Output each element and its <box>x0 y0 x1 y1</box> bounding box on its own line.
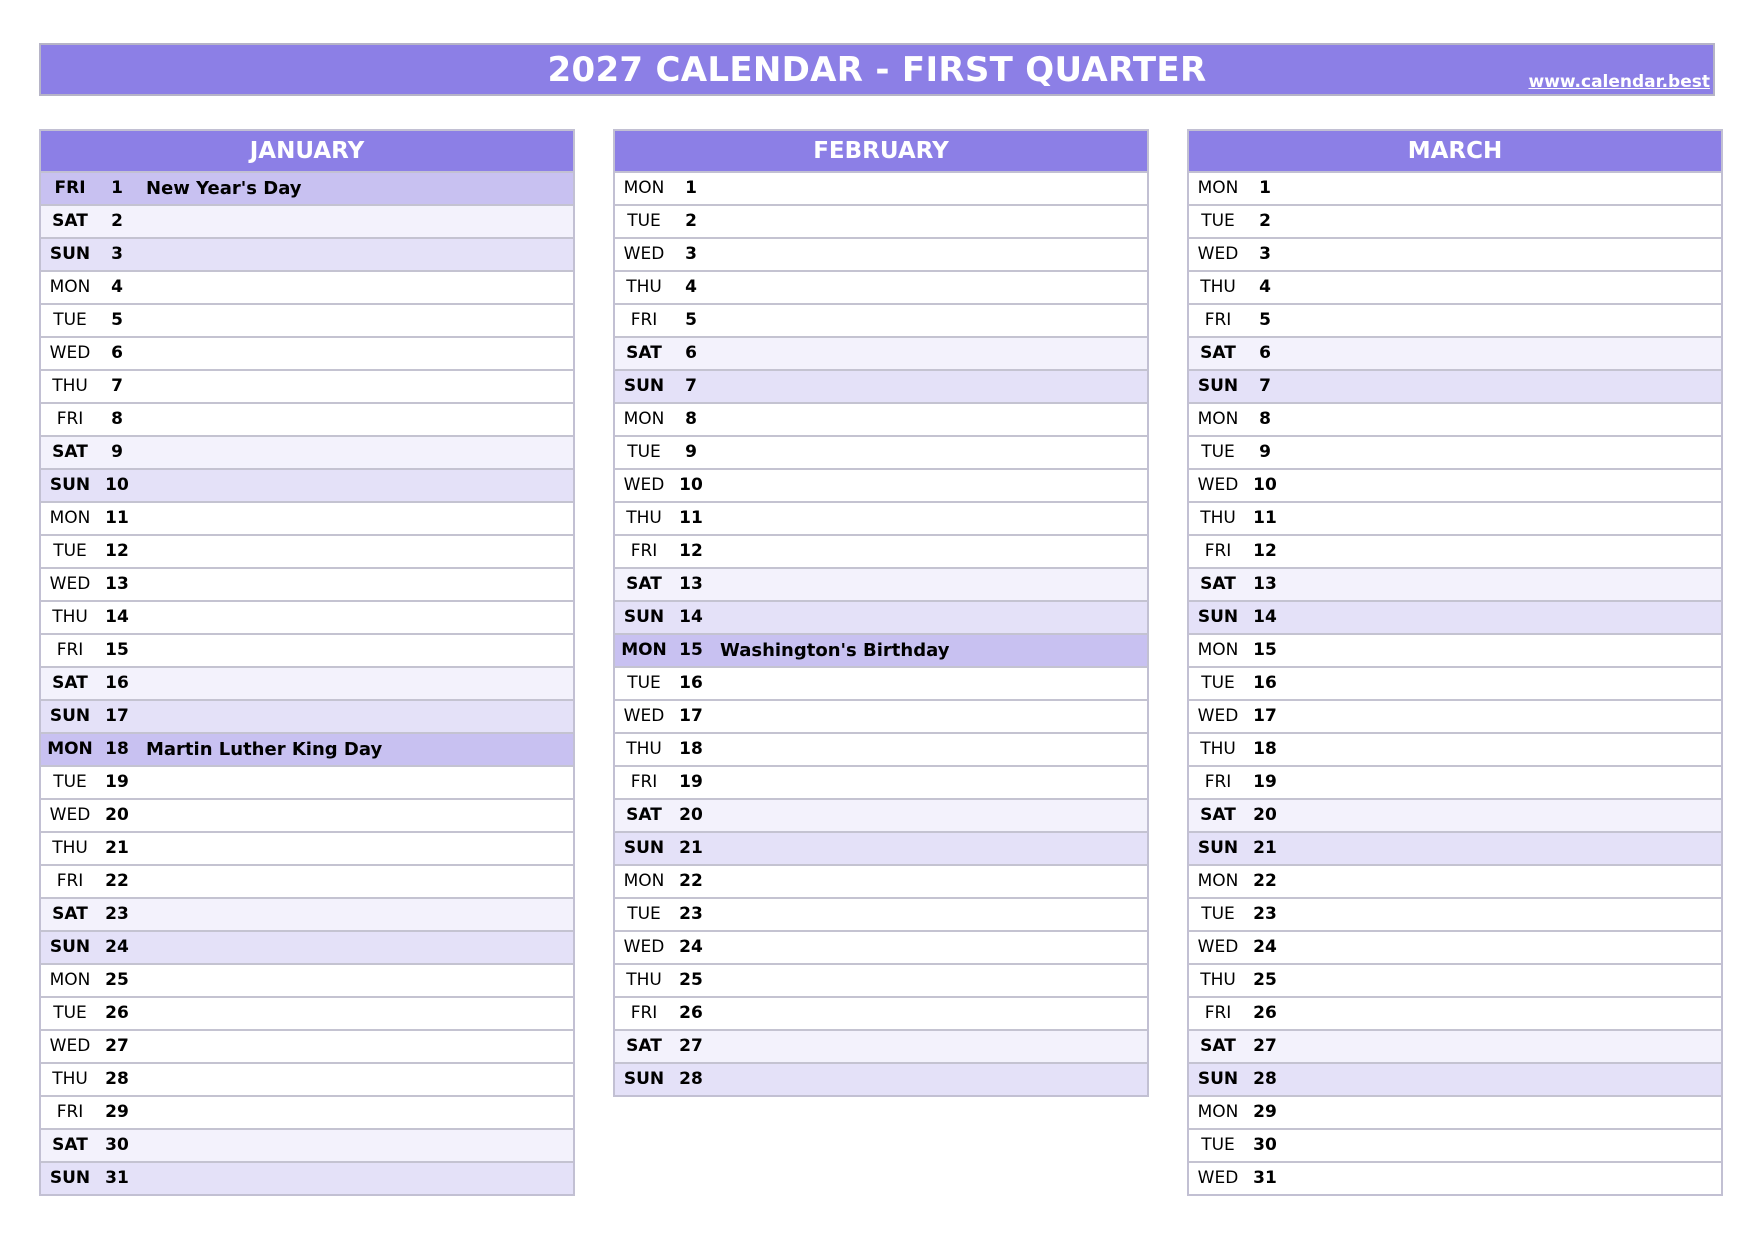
weekday-label: WED <box>1197 706 1239 726</box>
day-row <box>1189 1064 1721 1097</box>
day-number: 2 <box>1259 211 1271 231</box>
day-number: 22 <box>1253 871 1277 891</box>
weekday-label: SUN <box>623 607 665 627</box>
day-number: 12 <box>105 541 129 561</box>
day-row <box>1189 833 1721 866</box>
weekday-label: WED <box>623 937 665 957</box>
day-number: 21 <box>1253 838 1277 858</box>
weekday-label: SUN <box>1197 1069 1239 1089</box>
day-row <box>41 932 573 965</box>
month-march <box>1187 129 1723 1196</box>
day-number: 6 <box>1259 343 1271 363</box>
weekday-label: SUN <box>1197 607 1239 627</box>
weekday-label: FRI <box>54 178 86 198</box>
weekday-label: FRI <box>1204 772 1232 792</box>
day-number: 9 <box>685 442 697 462</box>
day-row <box>41 701 573 734</box>
day-number: 18 <box>1253 739 1277 759</box>
day-number: 8 <box>111 409 123 429</box>
day-row <box>1189 173 1721 206</box>
day-number: 15 <box>679 640 703 660</box>
day-row <box>1189 536 1721 569</box>
day-number: 29 <box>1253 1102 1277 1122</box>
weekday-label: MON <box>1197 871 1239 891</box>
day-number: 6 <box>685 343 697 363</box>
day-number: 13 <box>105 574 129 594</box>
weekday-label: TUE <box>1201 211 1235 231</box>
day-number: 13 <box>679 574 703 594</box>
day-row <box>1189 470 1721 503</box>
day-row <box>615 272 1147 305</box>
weekday-label: WED <box>623 475 665 495</box>
day-row <box>615 602 1147 635</box>
weekday-label: MON <box>1197 178 1239 198</box>
day-number: 26 <box>1253 1003 1277 1023</box>
day-number: 24 <box>1253 937 1277 957</box>
day-number: 28 <box>1253 1069 1277 1089</box>
day-row <box>1189 668 1721 701</box>
weekday-label: SAT <box>626 343 662 363</box>
month-january <box>39 129 575 1196</box>
weekday-label: TUE <box>627 211 661 231</box>
site-link[interactable]: www.calendar.best <box>1528 72 1710 92</box>
weekday-label: MON <box>1197 409 1239 429</box>
day-number: 16 <box>679 673 703 693</box>
day-row <box>615 536 1147 569</box>
day-row <box>615 833 1147 866</box>
day-number: 5 <box>111 310 123 330</box>
weekday-label: TUE <box>627 904 661 924</box>
weekday-label: FRI <box>1204 1003 1232 1023</box>
weekday-label: SUN <box>49 244 91 264</box>
day-number: 28 <box>105 1069 129 1089</box>
day-row <box>1189 998 1721 1031</box>
day-list <box>1189 173 1721 1194</box>
day-row <box>41 1130 573 1163</box>
weekday-label: MON <box>1197 640 1239 660</box>
weekday-label: SAT <box>52 442 88 462</box>
day-row <box>1189 206 1721 239</box>
weekday-label: SAT <box>52 673 88 693</box>
weekday-label: TUE <box>53 310 87 330</box>
day-number: 5 <box>685 310 697 330</box>
month-title: FEBRUARY <box>615 131 1147 173</box>
weekday-label: FRI <box>56 1102 84 1122</box>
day-number: 12 <box>1253 541 1277 561</box>
weekday-label: SUN <box>623 376 665 396</box>
day-number: 22 <box>679 871 703 891</box>
day-number: 21 <box>105 838 129 858</box>
day-number: 19 <box>679 772 703 792</box>
day-number: 15 <box>1253 640 1277 660</box>
weekday-label: SAT <box>626 574 662 594</box>
day-number: 11 <box>1253 508 1277 528</box>
weekday-label: SUN <box>623 838 665 858</box>
day-row <box>615 701 1147 734</box>
day-row <box>615 437 1147 470</box>
day-number: 4 <box>111 277 123 297</box>
day-row <box>1189 1031 1721 1064</box>
weekday-label: FRI <box>1204 310 1232 330</box>
day-row <box>41 404 573 437</box>
weekday-label: TUE <box>627 673 661 693</box>
weekday-label: THU <box>626 277 662 297</box>
day-row <box>41 668 573 701</box>
day-row <box>615 866 1147 899</box>
weekday-label: SAT <box>1200 343 1236 363</box>
day-number: 12 <box>679 541 703 561</box>
day-row <box>615 932 1147 965</box>
day-row <box>41 635 573 668</box>
weekday-label: TUE <box>53 772 87 792</box>
day-number: 27 <box>1253 1036 1277 1056</box>
day-number: 27 <box>105 1036 129 1056</box>
month-title: JANUARY <box>41 131 573 173</box>
day-row <box>41 503 573 536</box>
day-number: 9 <box>1259 442 1271 462</box>
day-row <box>1189 272 1721 305</box>
day-row <box>41 437 573 470</box>
weekday-label: THU <box>1200 739 1236 759</box>
weekday-label: WED <box>1197 937 1239 957</box>
day-row <box>41 1031 573 1064</box>
weekday-label: TUE <box>53 541 87 561</box>
month-february <box>613 129 1149 1097</box>
weekday-label: MON <box>623 178 665 198</box>
month-title: MARCH <box>1189 131 1721 173</box>
day-row <box>1189 1097 1721 1130</box>
day-number: 19 <box>105 772 129 792</box>
day-row <box>1189 866 1721 899</box>
weekday-label: MON <box>623 409 665 429</box>
weekday-label: SAT <box>1200 805 1236 825</box>
weekday-label: SUN <box>49 475 91 495</box>
day-row <box>41 965 573 998</box>
weekday-label: FRI <box>630 772 658 792</box>
day-number: 10 <box>105 475 129 495</box>
day-number: 26 <box>679 1003 703 1023</box>
calendar-title-bar <box>39 43 1715 96</box>
day-row <box>1189 965 1721 998</box>
day-row <box>41 305 573 338</box>
day-row <box>615 503 1147 536</box>
weekday-label: SAT <box>52 211 88 231</box>
day-row <box>1189 1130 1721 1163</box>
weekday-label: SUN <box>49 937 91 957</box>
day-number: 18 <box>105 739 129 759</box>
day-number: 2 <box>111 211 123 231</box>
weekday-label: MON <box>49 970 91 990</box>
day-row <box>1189 767 1721 800</box>
day-number: 23 <box>1253 904 1277 924</box>
day-row <box>615 767 1147 800</box>
weekday-label: WED <box>623 244 665 264</box>
day-row <box>41 371 573 404</box>
day-row <box>41 602 573 635</box>
day-row <box>1189 635 1721 668</box>
holiday-row <box>41 173 573 206</box>
day-number: 23 <box>679 904 703 924</box>
day-row <box>615 800 1147 833</box>
day-row <box>615 1064 1147 1095</box>
day-row <box>615 1031 1147 1064</box>
day-number: 17 <box>105 706 129 726</box>
day-row <box>41 569 573 602</box>
day-number: 25 <box>105 970 129 990</box>
day-row <box>615 998 1147 1031</box>
day-number: 28 <box>679 1069 703 1089</box>
weekday-label: THU <box>52 838 88 858</box>
weekday-label: THU <box>626 970 662 990</box>
weekday-label: WED <box>623 706 665 726</box>
day-row <box>1189 1163 1721 1194</box>
day-row <box>41 536 573 569</box>
day-number: 2 <box>685 211 697 231</box>
day-row <box>615 404 1147 437</box>
day-row <box>1189 239 1721 272</box>
weekday-label: THU <box>1200 277 1236 297</box>
weekday-label: THU <box>626 739 662 759</box>
weekday-label: SAT <box>1200 1036 1236 1056</box>
day-row <box>615 206 1147 239</box>
weekday-label: FRI <box>56 871 84 891</box>
weekday-label: THU <box>52 607 88 627</box>
day-row <box>615 470 1147 503</box>
day-row <box>1189 404 1721 437</box>
day-row <box>41 998 573 1031</box>
day-row <box>41 767 573 800</box>
day-number: 13 <box>1253 574 1277 594</box>
day-number: 14 <box>105 607 129 627</box>
day-number: 1 <box>685 178 697 198</box>
day-row <box>41 272 573 305</box>
day-row <box>615 239 1147 272</box>
weekday-label: SAT <box>52 1135 88 1155</box>
weekday-label: FRI <box>56 409 84 429</box>
weekday-label: FRI <box>1204 541 1232 561</box>
day-number: 14 <box>679 607 703 627</box>
weekday-label: MON <box>49 277 91 297</box>
day-number: 30 <box>105 1135 129 1155</box>
day-number: 23 <box>105 904 129 924</box>
day-number: 17 <box>679 706 703 726</box>
weekday-label: WED <box>1197 1168 1239 1188</box>
day-row <box>615 569 1147 602</box>
day-row <box>41 470 573 503</box>
day-row <box>1189 503 1721 536</box>
day-number: 9 <box>111 442 123 462</box>
weekday-label: TUE <box>1201 442 1235 462</box>
holiday-row <box>615 635 1147 668</box>
holiday-name: New Year's Day <box>146 178 302 199</box>
weekday-label: THU <box>1200 508 1236 528</box>
day-row <box>1189 338 1721 371</box>
day-number: 26 <box>105 1003 129 1023</box>
page-title: 2027 CALENDAR - FIRST QUARTER <box>547 50 1207 90</box>
day-number: 24 <box>105 937 129 957</box>
day-number: 6 <box>111 343 123 363</box>
day-number: 29 <box>105 1102 129 1122</box>
weekday-label: SUN <box>1197 376 1239 396</box>
day-row <box>615 173 1147 206</box>
day-row <box>1189 437 1721 470</box>
day-row <box>41 239 573 272</box>
day-number: 10 <box>1253 475 1277 495</box>
day-row <box>41 206 573 239</box>
weekday-label: WED <box>49 574 91 594</box>
weekday-label: MON <box>1197 1102 1239 1122</box>
weekday-label: SUN <box>49 1168 91 1188</box>
day-row <box>41 338 573 371</box>
day-number: 3 <box>1259 244 1271 264</box>
day-number: 8 <box>685 409 697 429</box>
day-number: 11 <box>679 508 703 528</box>
day-row <box>41 1064 573 1097</box>
day-number: 25 <box>679 970 703 990</box>
day-number: 20 <box>105 805 129 825</box>
weekday-label: FRI <box>630 1003 658 1023</box>
weekday-label: WED <box>1197 475 1239 495</box>
day-row <box>615 305 1147 338</box>
weekday-label: FRI <box>630 310 658 330</box>
weekday-label: THU <box>52 376 88 396</box>
holiday-name: Martin Luther King Day <box>146 739 383 760</box>
day-number: 21 <box>679 838 703 858</box>
day-number: 30 <box>1253 1135 1277 1155</box>
day-number: 16 <box>105 673 129 693</box>
day-row <box>615 668 1147 701</box>
day-number: 4 <box>685 277 697 297</box>
day-list <box>41 173 573 1194</box>
day-row <box>1189 899 1721 932</box>
day-row <box>615 965 1147 998</box>
weekday-label: SUN <box>623 1069 665 1089</box>
weekday-label: WED <box>49 1036 91 1056</box>
day-row <box>615 371 1147 404</box>
day-number: 25 <box>1253 970 1277 990</box>
weekday-label: WED <box>49 343 91 363</box>
day-number: 7 <box>685 376 697 396</box>
day-number: 15 <box>105 640 129 660</box>
weekday-label: MON <box>623 871 665 891</box>
day-number: 27 <box>679 1036 703 1056</box>
day-number: 7 <box>111 376 123 396</box>
day-row <box>1189 569 1721 602</box>
day-row <box>615 734 1147 767</box>
day-row <box>41 800 573 833</box>
holiday-row <box>41 734 573 767</box>
weekday-label: MON <box>621 640 667 660</box>
day-number: 31 <box>105 1168 129 1188</box>
day-number: 22 <box>105 871 129 891</box>
day-number: 8 <box>1259 409 1271 429</box>
day-list <box>615 173 1147 1095</box>
day-row <box>1189 371 1721 404</box>
day-row <box>41 1163 573 1194</box>
day-row <box>41 899 573 932</box>
day-row <box>41 833 573 866</box>
weekday-label: TUE <box>1201 1135 1235 1155</box>
weekday-label: SUN <box>49 706 91 726</box>
weekday-label: SAT <box>626 1036 662 1056</box>
day-number: 16 <box>1253 673 1277 693</box>
day-number: 4 <box>1259 277 1271 297</box>
weekday-label: SUN <box>1197 838 1239 858</box>
day-row <box>1189 932 1721 965</box>
day-number: 14 <box>1253 607 1277 627</box>
day-number: 3 <box>111 244 123 264</box>
day-row <box>615 338 1147 371</box>
weekday-label: THU <box>626 508 662 528</box>
weekday-label: SAT <box>52 904 88 924</box>
weekday-label: WED <box>1197 244 1239 264</box>
day-number: 19 <box>1253 772 1277 792</box>
day-number: 11 <box>105 508 129 528</box>
weekday-label: TUE <box>1201 673 1235 693</box>
weekday-label: SAT <box>1200 574 1236 594</box>
day-number: 31 <box>1253 1168 1277 1188</box>
day-row <box>1189 602 1721 635</box>
day-number: 7 <box>1259 376 1271 396</box>
weekday-label: TUE <box>1201 904 1235 924</box>
day-number: 18 <box>679 739 703 759</box>
weekday-label: MON <box>47 739 93 759</box>
day-row <box>41 1097 573 1130</box>
day-number: 24 <box>679 937 703 957</box>
weekday-label: THU <box>52 1069 88 1089</box>
day-number: 1 <box>1259 178 1271 198</box>
weekday-label: FRI <box>56 640 84 660</box>
weekday-label: FRI <box>630 541 658 561</box>
day-row <box>1189 305 1721 338</box>
day-row <box>1189 701 1721 734</box>
weekday-label: SAT <box>626 805 662 825</box>
day-number: 10 <box>679 475 703 495</box>
weekday-label: MON <box>49 508 91 528</box>
day-row <box>615 899 1147 932</box>
day-number: 20 <box>679 805 703 825</box>
day-row <box>41 866 573 899</box>
day-number: 3 <box>685 244 697 264</box>
day-row <box>1189 800 1721 833</box>
weekday-label: WED <box>49 805 91 825</box>
weekday-label: TUE <box>627 442 661 462</box>
day-number: 17 <box>1253 706 1277 726</box>
weekday-label: THU <box>1200 970 1236 990</box>
day-number: 5 <box>1259 310 1271 330</box>
weekday-label: TUE <box>53 1003 87 1023</box>
day-number: 1 <box>111 178 123 198</box>
day-number: 20 <box>1253 805 1277 825</box>
holiday-name: Washington's Birthday <box>720 640 950 661</box>
day-row <box>1189 734 1721 767</box>
